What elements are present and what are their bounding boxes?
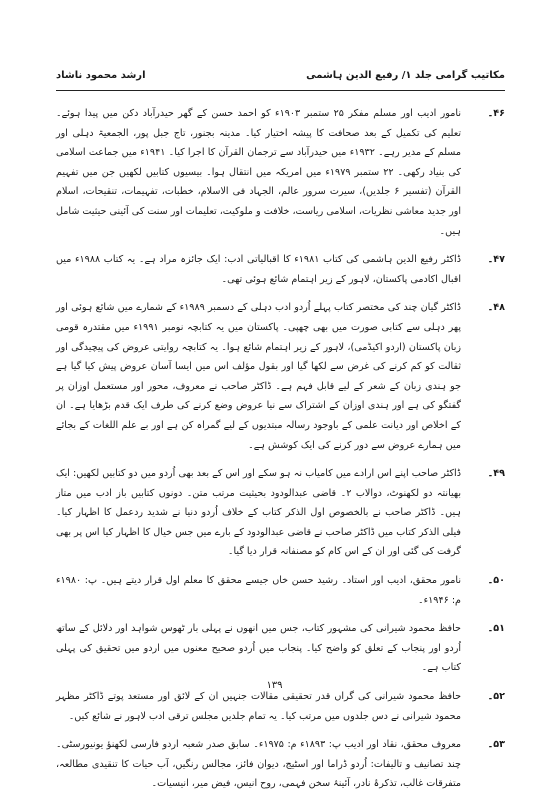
- footnote-number: ۵۰۔: [487, 575, 505, 587]
- footnote-47: [56, 250, 505, 289]
- header-author-name: ارشد محمود ناشاد: [56, 70, 146, 81]
- header-book-title: مکاتیب گرامی جلد ۱/ رفیع الدین ہاشمی: [306, 70, 505, 81]
- footnote-text: نامور ادیب اور مسلم مفکر ۲۵ ستمبر ۱۹۰۳ء کو احمد حسن کے گھر حیدرآباد دکن میں پیدا ہوئے۔ تعلیم کی تکمیل کے بعد صحافت کا پیشہ اختیار کیا۔ مدینہ بجنور، تاج جبل پور، الجمعیۃ دہلی اور مسلم کے مدیر رہے۔ ۱۹۳۲ء میں حیدرآباد سے ترجمان القرآن کا اجرا کیا۔ ۱۹۴۱ء میں جماعت اسلامی کی بنیاد رکھی۔ ۲۲ ستمبر ۱۹۷۹ء میں امریکہ میں انتقال ہوا۔ بیسیوں کتابیں لکھیں جن میں تفہیم القرآن (تفسیر ۶ جلدیں)، سیرت سرور عالم، الجہاد فی الاسلام، خطبات، تفہیمات، تنقیحات، اسلام اور جدید معاشی نظریات، اسلامی ریاست، خلافت و ملوکیت، تعلیمات اور سنت کی آئینی حیثیت شامل ہیں۔: [56, 108, 462, 237]
- running-header: [56, 70, 505, 86]
- footnote-text: نامور محقق، ادیب اور استاد۔ رشید حسن خاں جیسے محقق کا معلم اول قرار دیتے ہیں۔ پ: ۱۹۸۰ء م: ۱۹۴۶ء۔: [56, 575, 461, 606]
- footnote-number: ۴۶۔: [487, 108, 505, 119]
- footnote-number: ۴۹۔: [487, 468, 505, 480]
- footnote-text: حافظ محمود شیرانی کی گراں قدر تحقیقی مقالات جنہیں ان کے لائق اور مستعد پوتے ڈاکٹر مظہر محمود شیرانی نے دس جلدوں میں مرتب کیا۔ یہ تمام جلدیں مجلس ترقی ادب لاہور نے شائع کیں۔: [56, 691, 461, 722]
- footnote-number: ۵۳۔: [487, 739, 505, 751]
- footnote-number: ۵۱۔: [487, 623, 505, 635]
- footnote-text: ڈاکٹر صاحب اپنے اس ارادے میں کامیاب نہ ہو سکے اور اس کے بعد بھی اُردو میں دو کتابیں لکھیں: ایک بھیانتہ دو لکھنوٹ، دوالاب ۲۔ قاضی عبدالودود بحیثیت مرتب متن۔ دونوں کتابیں باز ادب میں متاز ہیں۔ ڈاکٹر صاحب نے بالخصوص اول الذکر کتاب کے خلاف اُردو دنیا نے شدید ردعمل کا اظہار کیا۔ فیلی الذکر کتاب میں ڈاکٹر صاحب نے قاضی عبدالودود کے بارے میں جس خیال کا اظہار کیا اس پر بھی گرفت کی گئی اور ان کے اس کام کو مصنفانہ قرار دیا گیا۔: [56, 468, 461, 558]
- footnote-52: [56, 687, 505, 726]
- footnote-number: ۴۷۔: [487, 254, 505, 266]
- footnote-text: معروف محقق، نقاد اور ادیب پ: ۱۸۹۳ء م: ۱۹۷۵ء۔ سابق صدر شعبہ اردو فارسی لکھنؤ یونیورسٹی۔ چند تصانیف و تالیفات: اُردو ڈراما اور اسٹیج، دیوان فائز، مجالس رنگیں، آب حیات کا تنقیدی مطالعہ، متفرقات غالب، تذکرۂ نادر، آئینۂ سخن فہمی، روح انیس، فیض میر، انیسیات۔: [56, 739, 461, 790]
- footnote-text: ڈاکٹر گیان چند کی مختصر کتاب پہلے اُردو ادب دہلی کے دسمبر ۱۹۸۹ء کے شمارے میں شائع ہوئی اور پھر دہلی سے کتابی صورت میں بھی چھپی۔ پاکستان میں یہ کتابچہ نومبر ۱۹۹۱ء میں مقتدرہ قومی زبان پاکستان (اردو اکیڈمی)، لاہور کے زیر اہتمام شائع ہوا۔ یہ کتابچہ روایتی عروض کی پیچیدگی اور ثقالت کو کم کرنے کی غرض سے لکھا گیا اور بقول مؤلف اس میں ایسا آسان عروض پیش کیا گیا ہے جو ہندی زبان کے شعر کے لیے قابل فہم ہے۔ ڈاکٹر صاحب نے معروف، محور اور مستعمل اوزان پر گفتگو کی ہے اور ہندی اوزان کے اشتراک سے نیا عروض وضع کرنے کی طرف ایک قدم بڑھایا ہے۔ ان کے اخلاص اور دیانت علمی کے باوجود رسالہ مبتدیوں کے لیے گمراہ کن ہے اور بے علم اللغات کے بجائے میں ہمارے عروض سے دور کرنے کی ایک کوشش ہے۔: [56, 302, 461, 451]
- footnotes-list: [56, 104, 505, 803]
- footnote-53: [56, 735, 505, 794]
- footnote-51: [56, 619, 505, 678]
- footnote-49: [56, 464, 505, 562]
- footnote-48: [56, 298, 505, 455]
- footnote-number: ۵۲۔: [487, 691, 505, 703]
- footnote-46: [56, 104, 505, 241]
- footnote-text: حافظ محمود شیرانی کی مشہور کتاب، جس میں انھوں نے پہلی بار ٹھوس شواہد اور دلائل کے ساتھ اُردو اور پنجاب کے تعلق کو واضح کیا۔ پنجاب میں اُردو صحیح معنوں میں اردو میں تحقیق کی پہلی کتاب ہے۔: [56, 623, 461, 674]
- footnote-number: ۴۸۔: [487, 302, 505, 314]
- footnote-50: [56, 571, 505, 610]
- footnote-text: ڈاکٹر رفیع الدین ہاشمی کی کتاب ۱۹۸۱ء کا اقبالیاتی ادب: ایک جائزہ مراد ہے۔ یہ کتاب ۱۹۸۸ء میں اقبال اکادمی پاکستان، لاہور کے زیر اہتمام شائع ہوئی تھی۔: [56, 254, 461, 285]
- header-divider: [56, 90, 505, 91]
- page-number: ۱۳۹: [266, 680, 283, 691]
